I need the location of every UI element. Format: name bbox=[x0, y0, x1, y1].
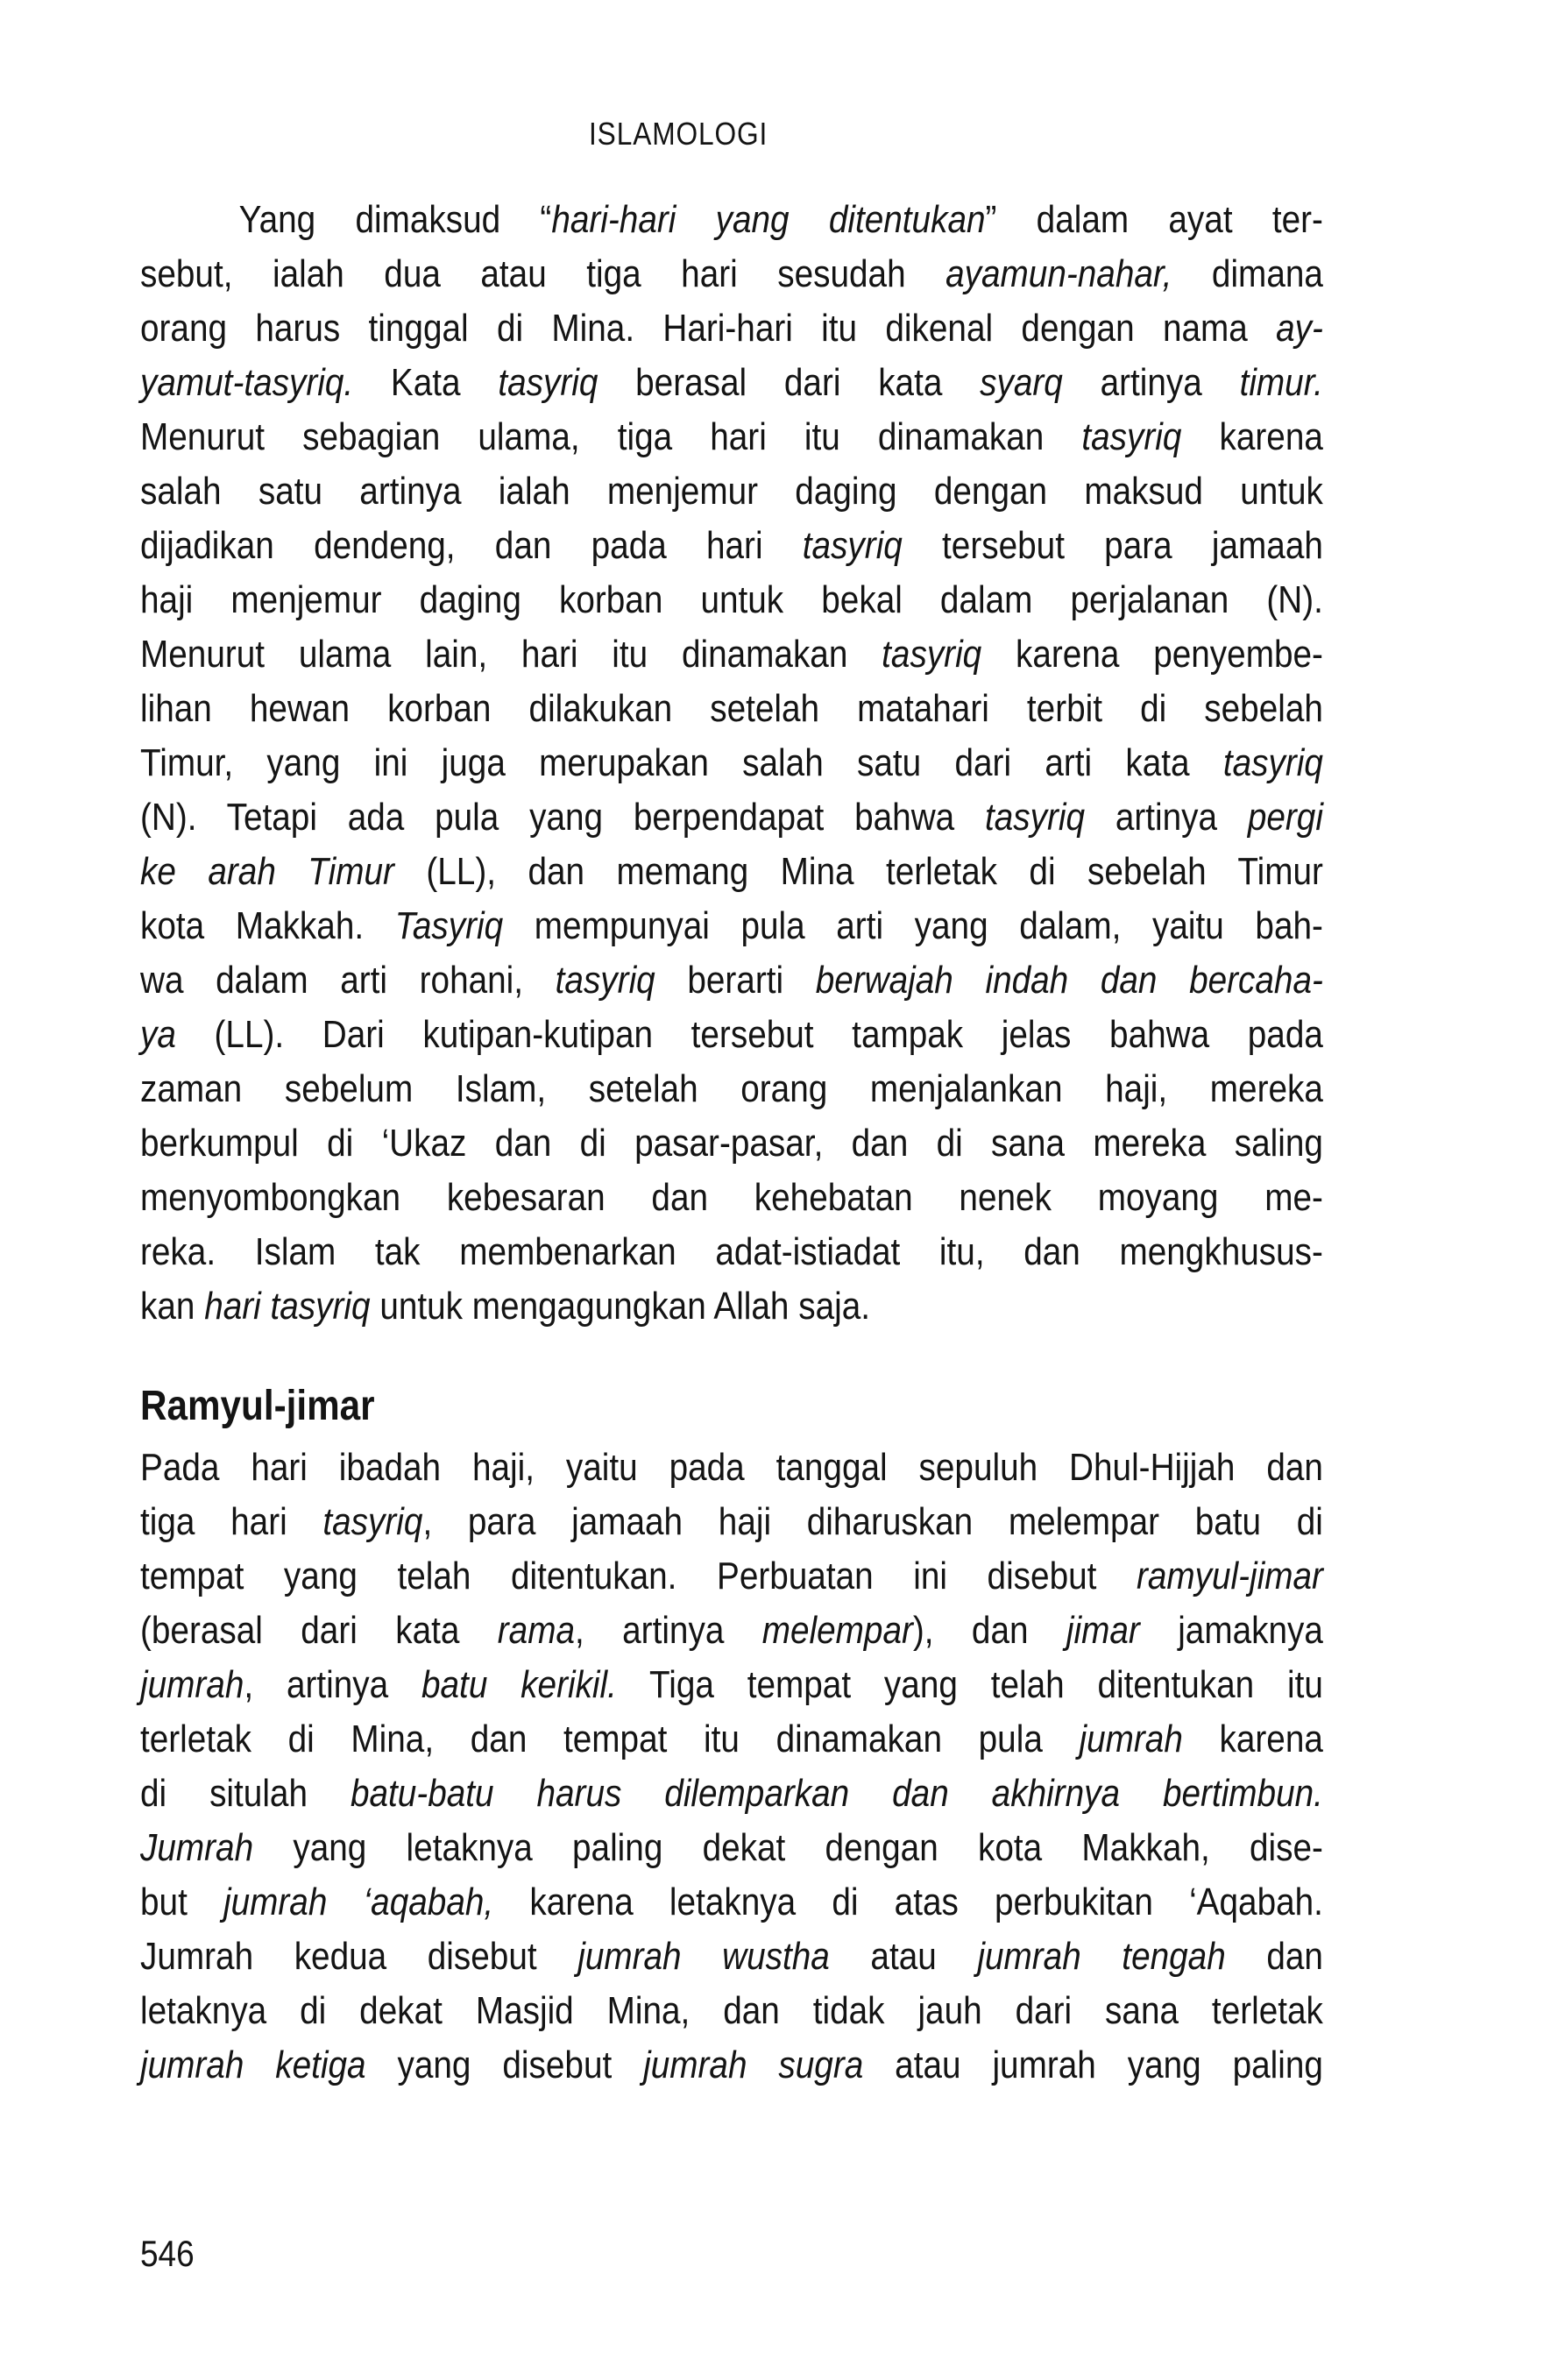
text-segment: tersebut para jamaah bbox=[902, 524, 1323, 567]
text-line bbox=[140, 736, 1323, 790]
italic-text-segment: ayamun-nahar, bbox=[945, 252, 1172, 295]
text-segment: karena bbox=[1182, 1718, 1323, 1760]
text-line bbox=[140, 1008, 1323, 1062]
italic-text-segment: melempar bbox=[761, 1609, 913, 1652]
text-segment: sebut, ialah dua atau tiga hari sesudah bbox=[140, 252, 946, 295]
text-segment: tempat yang telah ditentukan. Perbuatan ini disebut bbox=[140, 1555, 1137, 1597]
text-line bbox=[140, 573, 1323, 627]
page-number: 546 bbox=[140, 2233, 195, 2274]
text-segment: Menurut ulama lain, hari itu dinamakan bbox=[140, 633, 882, 676]
italic-text-segment: yamut-tasyriq. bbox=[140, 361, 354, 404]
text-segment: but bbox=[140, 1881, 224, 1923]
text-segment: Kata bbox=[353, 361, 499, 404]
text-line bbox=[140, 1984, 1323, 2038]
text-segment: orang harus tinggal di Mina. Hari-hari itu dikenal dengan nama bbox=[140, 307, 1277, 350]
text-line bbox=[140, 2038, 1323, 2093]
text-segment: Jumrah kedua disebut bbox=[140, 1935, 578, 1978]
italic-text-segment: ay- bbox=[1276, 307, 1323, 350]
text-segment: Tiga tempat yang telah ditentukan itu bbox=[616, 1663, 1323, 1706]
italic-text-segment: timur. bbox=[1239, 361, 1323, 404]
italic-text-segment: tasyriq bbox=[555, 959, 655, 1002]
italic-text-segment: jumrah bbox=[140, 1663, 244, 1706]
italic-text-segment: berwajah indah dan bercaha- bbox=[815, 959, 1323, 1002]
italic-text-segment: tasyriq bbox=[882, 633, 982, 676]
italic-text-segment: hari tasyriq bbox=[204, 1285, 371, 1328]
text-line bbox=[140, 1604, 1323, 1658]
text-line bbox=[140, 1225, 1323, 1279]
text-segment: Pada hari ibadah haji, yaitu pada tanggal sepuluh Dhul-Hijjah dan bbox=[140, 1446, 1323, 1489]
text-segment: karena bbox=[1181, 415, 1323, 458]
section-heading: Ramyul-jimar bbox=[140, 1383, 375, 1429]
text-segment: berasal dari kata bbox=[598, 361, 981, 404]
text-segment: berkumpul di ‘Ukaz dan di pasar-pasar, dan di sana mereka saling bbox=[140, 1122, 1323, 1165]
italic-text-segment: tasyriq bbox=[984, 796, 1086, 839]
text-line bbox=[140, 1495, 1323, 1549]
italic-text-segment: Tasyriq bbox=[394, 904, 504, 947]
text-segment: tiga hari bbox=[140, 1500, 323, 1543]
text-line bbox=[140, 1658, 1323, 1712]
italic-text-segment: tasyriq bbox=[1222, 741, 1323, 784]
italic-text-segment: batu kerikil. bbox=[421, 1663, 617, 1706]
text-segment: karena penyembe- bbox=[981, 633, 1323, 676]
text-segment: dan bbox=[1225, 1935, 1323, 1978]
text-line bbox=[140, 1062, 1323, 1116]
text-line bbox=[140, 682, 1323, 736]
text-segment: lihan hewan korban dilakukan setelah matahari terbit di sebelah bbox=[140, 687, 1323, 730]
text-segment: Menurut sebagian ulama, tiga hari itu dinamakan bbox=[140, 415, 1082, 458]
italic-text-segment: ya bbox=[140, 1013, 176, 1056]
italic-text-segment: tasyriq bbox=[322, 1500, 423, 1543]
italic-text-segment: tasyriq bbox=[498, 361, 598, 404]
text-line bbox=[140, 464, 1323, 519]
italic-text-segment: jumrah sugra bbox=[643, 2044, 864, 2086]
paragraph-ramyul-jimar bbox=[140, 1441, 1323, 2093]
italic-text-segment: syarq bbox=[980, 361, 1063, 404]
text-segment: dimana bbox=[1172, 252, 1323, 295]
text-line bbox=[140, 1549, 1323, 1604]
italic-text-segment: jumrah ketiga bbox=[140, 2044, 366, 2086]
text-line bbox=[140, 1767, 1323, 1821]
italic-text-segment: jumrah bbox=[1079, 1718, 1183, 1760]
text-segment: (N). Tetapi ada pula yang berpendapat bahwa bbox=[140, 796, 985, 839]
text-segment: jamaknya bbox=[1139, 1609, 1323, 1652]
text-segment: wa dalam arti rohani, bbox=[140, 959, 556, 1002]
text-segment: karena letaknya di atas perbukitan ‘Aqabah. bbox=[493, 1881, 1323, 1923]
text-line bbox=[140, 1821, 1323, 1875]
italic-text-segment: pergi bbox=[1247, 796, 1323, 839]
text-segment: , artinya bbox=[575, 1609, 762, 1652]
italic-text-segment: hari-hari yang ditentukan bbox=[551, 198, 986, 241]
text-segment: menyombongkan kebesaran dan kehebatan nenek moyang me- bbox=[140, 1176, 1323, 1219]
text-block bbox=[140, 193, 1323, 2093]
text-line bbox=[140, 790, 1323, 845]
text-line bbox=[140, 1441, 1323, 1495]
text-line bbox=[140, 301, 1323, 356]
text-segment: haji menjemur daging korban untuk bekal dalam perjalanan (N). bbox=[140, 578, 1323, 621]
text-line bbox=[140, 1279, 1323, 1334]
italic-text-segment: rama bbox=[497, 1609, 576, 1652]
text-segment: zaman sebelum Islam, setelah orang menjalankan haji, mereka bbox=[140, 1067, 1323, 1110]
text-segment: Timur, yang ini juga merupakan salah satu dari arti kata bbox=[140, 741, 1223, 784]
text-segment: terletak di Mina, dan tempat itu dinamakan pula bbox=[140, 1718, 1080, 1760]
text-segment: (LL). Dari kutipan-kutipan tersebut tampak jelas bahwa pada bbox=[175, 1013, 1323, 1056]
italic-text-segment: tasyriq bbox=[802, 524, 903, 567]
text-line bbox=[140, 1930, 1323, 1984]
text-line bbox=[140, 627, 1323, 682]
text-segment: kota Makkah. bbox=[140, 904, 395, 947]
italic-text-segment: jumrah ‘aqabah, bbox=[223, 1881, 494, 1923]
text-segment: atau bbox=[829, 1935, 978, 1978]
italic-text-segment: batu-batu harus dilemparkan dan akhirnya bertimbun. bbox=[350, 1772, 1323, 1815]
text-line bbox=[140, 953, 1323, 1008]
text-segment: yang letaknya paling dekat dengan kota Makkah, dise- bbox=[253, 1826, 1323, 1869]
text-line bbox=[140, 1116, 1323, 1171]
italic-text-segment: ke arah Timur bbox=[140, 850, 394, 893]
text-segment: dijadikan dendeng, dan pada hari bbox=[140, 524, 803, 567]
text-segment: Yang dimaksud “ bbox=[238, 198, 552, 241]
italic-text-segment: ramyul-jimar bbox=[1136, 1555, 1323, 1597]
italic-text-segment: jimar bbox=[1066, 1609, 1140, 1652]
text-segment: salah satu artinya ialah menjemur daging dengan maksud untuk bbox=[140, 470, 1323, 513]
text-segment: mempunyai pula arti yang dalam, yaitu bah- bbox=[503, 904, 1323, 947]
text-line bbox=[140, 193, 1323, 247]
text-segment: , artinya bbox=[244, 1663, 421, 1706]
text-line bbox=[140, 519, 1323, 573]
text-segment: letaknya di dekat Masjid Mina, dan tidak jauh dari sana terletak bbox=[140, 1989, 1323, 2032]
text-segment: ), dan bbox=[912, 1609, 1066, 1652]
text-segment: reka. Islam tak membenarkan adat-istiadat itu, dan mengkhusus- bbox=[140, 1230, 1323, 1273]
running-head: ISLAMOLOGI bbox=[589, 116, 768, 152]
text-line bbox=[140, 1171, 1323, 1225]
text-segment: di situlah bbox=[140, 1772, 351, 1815]
text-segment: ” dalam ayat ter- bbox=[985, 198, 1323, 241]
italic-text-segment: jumrah wustha bbox=[577, 1935, 830, 1978]
text-segment: , para jamaah haji diharuskan melempar batu di bbox=[422, 1500, 1323, 1543]
text-segment: berarti bbox=[655, 959, 816, 1002]
text-segment: yang disebut bbox=[365, 2044, 644, 2086]
text-segment: artinya bbox=[1062, 361, 1240, 404]
text-segment: (berasal dari kata bbox=[140, 1609, 498, 1652]
italic-text-segment: Jumrah bbox=[140, 1826, 254, 1869]
text-segment: atau jumrah yang paling bbox=[863, 2044, 1323, 2086]
text-segment: (LL), dan memang Mina terletak di sebelah Timur bbox=[393, 850, 1323, 893]
text-segment: kan bbox=[140, 1285, 205, 1328]
paragraph-tasyriq bbox=[140, 193, 1323, 1334]
text-segment: artinya bbox=[1085, 796, 1248, 839]
text-line bbox=[140, 845, 1323, 899]
italic-text-segment: tasyriq bbox=[1081, 415, 1182, 458]
text-line bbox=[140, 410, 1323, 464]
text-line bbox=[140, 1712, 1323, 1767]
text-segment: untuk mengagungkan Allah saja. bbox=[370, 1285, 871, 1328]
text-line bbox=[140, 899, 1323, 953]
text-line bbox=[140, 1875, 1323, 1930]
text-line bbox=[140, 247, 1323, 301]
italic-text-segment: jumrah tengah bbox=[977, 1935, 1226, 1978]
text-line bbox=[140, 356, 1323, 410]
